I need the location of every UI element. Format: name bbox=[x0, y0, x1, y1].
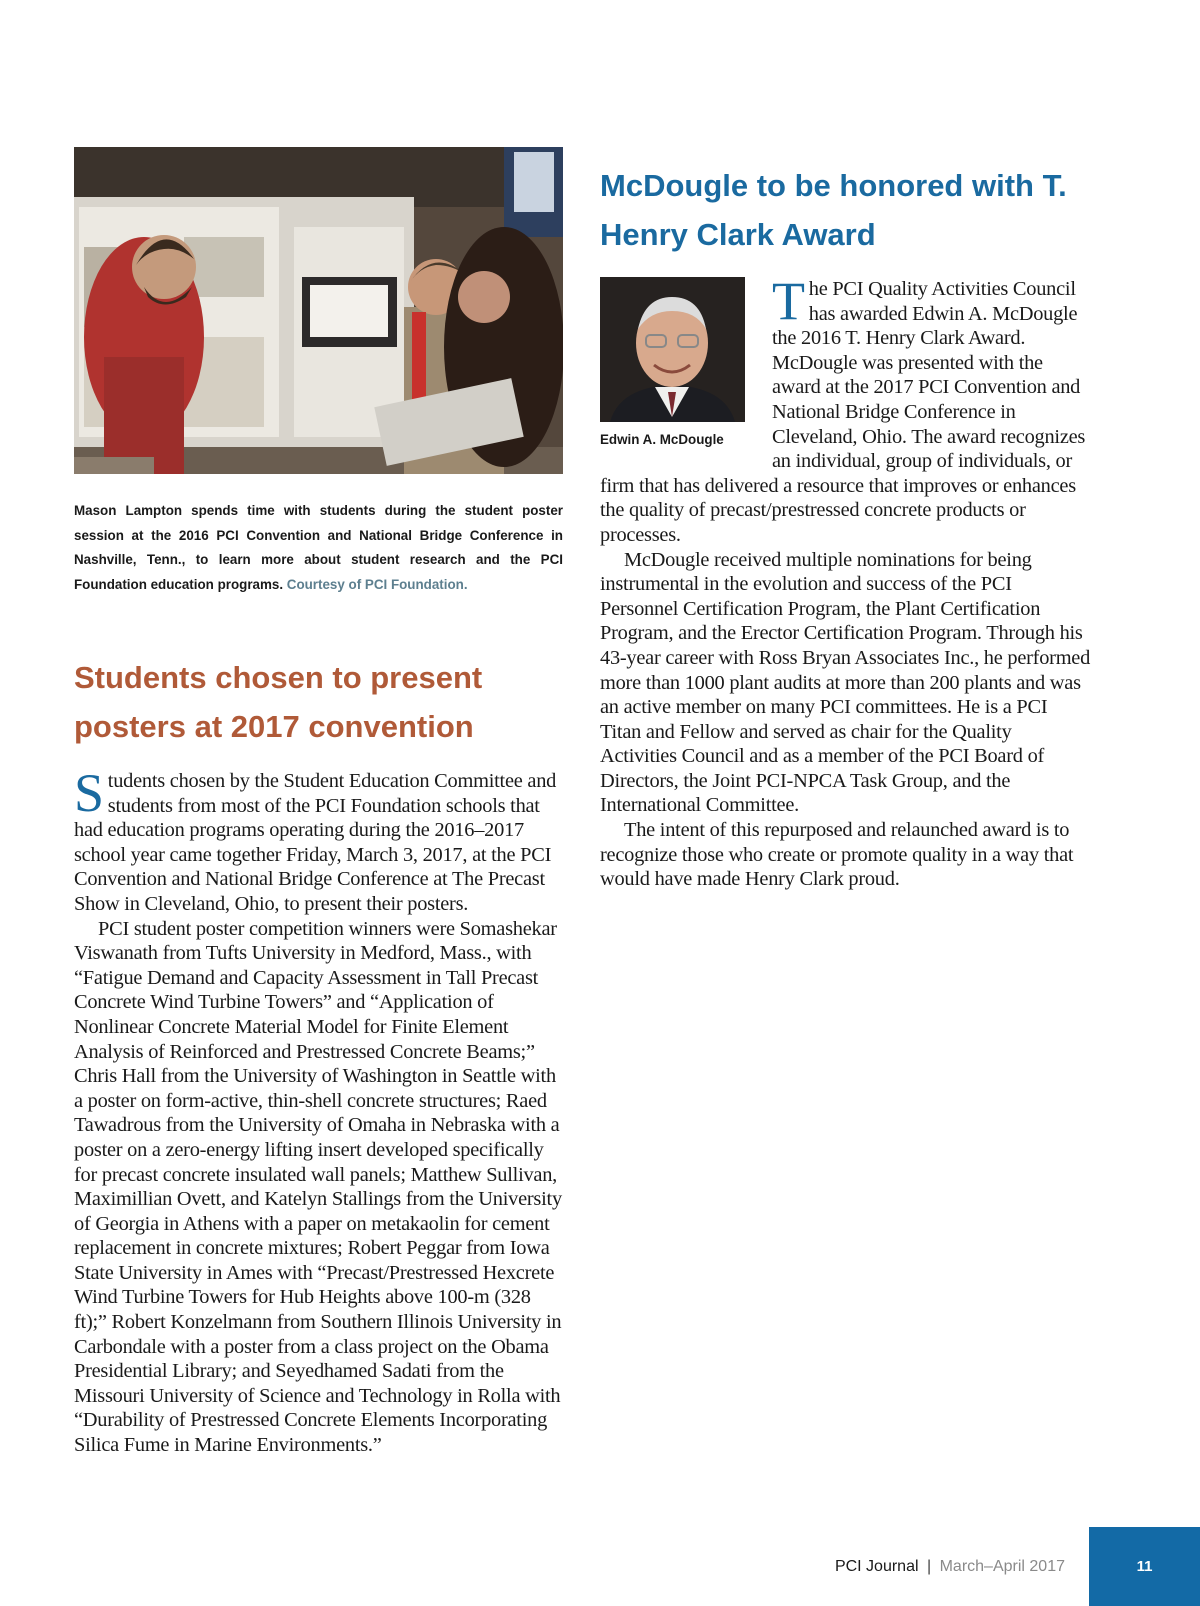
students-dropcap: S bbox=[74, 763, 104, 823]
page-footer bbox=[835, 1558, 1065, 1576]
award-article-paragraph-3: The intent of this repurposed and relaunched award is to recognize those who create or promote quality in a way that would have made Henry Clark proud. bbox=[600, 819, 1074, 891]
award-paragraph-1-text: he PCI Quality Activities Council has awarded Edwin A. McDougle the 2016 T. Henry Clark Award. McDougle was presented with the award at the 2017 PCI Convention and National Bridge Conference in Cleveland, Ohio. The award recognizes an individual, group of individuals, or firm that has delivered a resource that improves or enhances the quality of precast/prestressed concrete products or processes. bbox=[600, 278, 1086, 546]
students-article-headline: Students chosen to present posters at 2017 convention bbox=[74, 660, 483, 744]
page-number: 11 bbox=[1089, 1527, 1200, 1606]
mcdougle-portrait-illustration bbox=[600, 277, 745, 422]
award-article-headline: McDougle to be honored with T. Henry Clark Award bbox=[600, 168, 1067, 252]
mcdougle-portrait bbox=[600, 277, 745, 448]
poster-session-illustration bbox=[74, 147, 563, 474]
footer-separator: | bbox=[926, 1558, 932, 1575]
students-article-body bbox=[74, 763, 564, 1458]
students-article-paragraph-1 bbox=[74, 763, 564, 917]
photo-caption-text: Mason Lampton spends time with students during the student poster session at the 2016 PCI Convention and National Bridge Conference in Nashville, Tenn., to learn more about student research and the PCI Foundation education programs. bbox=[74, 503, 563, 592]
photo-credit: Courtesy of PCI Foundation. bbox=[286, 576, 468, 592]
issue-date: March–April 2017 bbox=[939, 1558, 1065, 1575]
journal-name: PCI Journal bbox=[834, 1558, 919, 1575]
award-dropcap: T bbox=[772, 271, 805, 331]
award-article-body bbox=[600, 271, 1092, 892]
award-article-paragraph-2: McDougle received multiple nominations for being instrumental in the evolution and success of the PCI Personnel Certification Program, the Plant Certification Program, and the Erector Certification Program. Through his 43-year career with Ross Bryan Associates Inc., he performed more than 1000 plant audits at more than 200 plants and was an active member on many PCI committees. He is a PCI Titan and Fellow and served as chair for the Quality Activities Council and as a member of the PCI Board of Directors, the Joint PCI-NPCA Task Group, and the International Committee. bbox=[600, 548, 1091, 817]
portrait-caption: Edwin A. McDougle bbox=[600, 432, 724, 447]
photo-caption bbox=[74, 499, 563, 597]
students-article-paragraph-2: PCI student poster competition winners were Somashekar Viswanath from Tufts University in Medford, Mass., with “Fatigue Demand and Capacity Assessment in Tall Precast Concrete Wind Turbine Towers” and “Application of Nonlinear Concrete Material Model for Finite Element Analysis of Reinforced and Prestressed Concrete Beams;” Chris Hall from the University of Washington in Seattle with a poster on form-active, thin-shell concrete structures; Raed Tawadrous from the University of Omaha in Nebraska with a poster on a zero-energy lifting insert developed specifically for precast concrete insulated wall panels; Matthew Sullivan, Maximillian Ovett, and Katelyn Stallings from the University of Georgia in Athens with a paper on metakaolin for cement replacement in concrete mixtures; Robert Peggar from Iowa State University in Ames with “Precast/Prestressed Hexcrete Wind Turbine Towers for Hub Heights above 100-m (328 ft);” Robert Konzelmann from Southern Illinois University in Carbondale with a poster from a class project on the Obama Presidential Library; and Seyedhamed Sadati from the Missouri University of Science and Technology in Rolla with “Durability of Prestressed Concrete Elements Incorporating Silica Fume in Marine Environments.” bbox=[74, 917, 562, 1457]
poster-session-photo bbox=[74, 147, 563, 474]
students-paragraph-1-text: tudents chosen by the Student Education Committee and students from most of the PCI Foundation schools that had education programs operating during the 2016–2017 school year came together Friday, March 3, 2017, at the PCI Convention and National Bridge Conference at The Precast Show in Cleveland, Ohio, to present their posters. bbox=[74, 770, 557, 915]
mcdougle-photo bbox=[600, 277, 745, 422]
